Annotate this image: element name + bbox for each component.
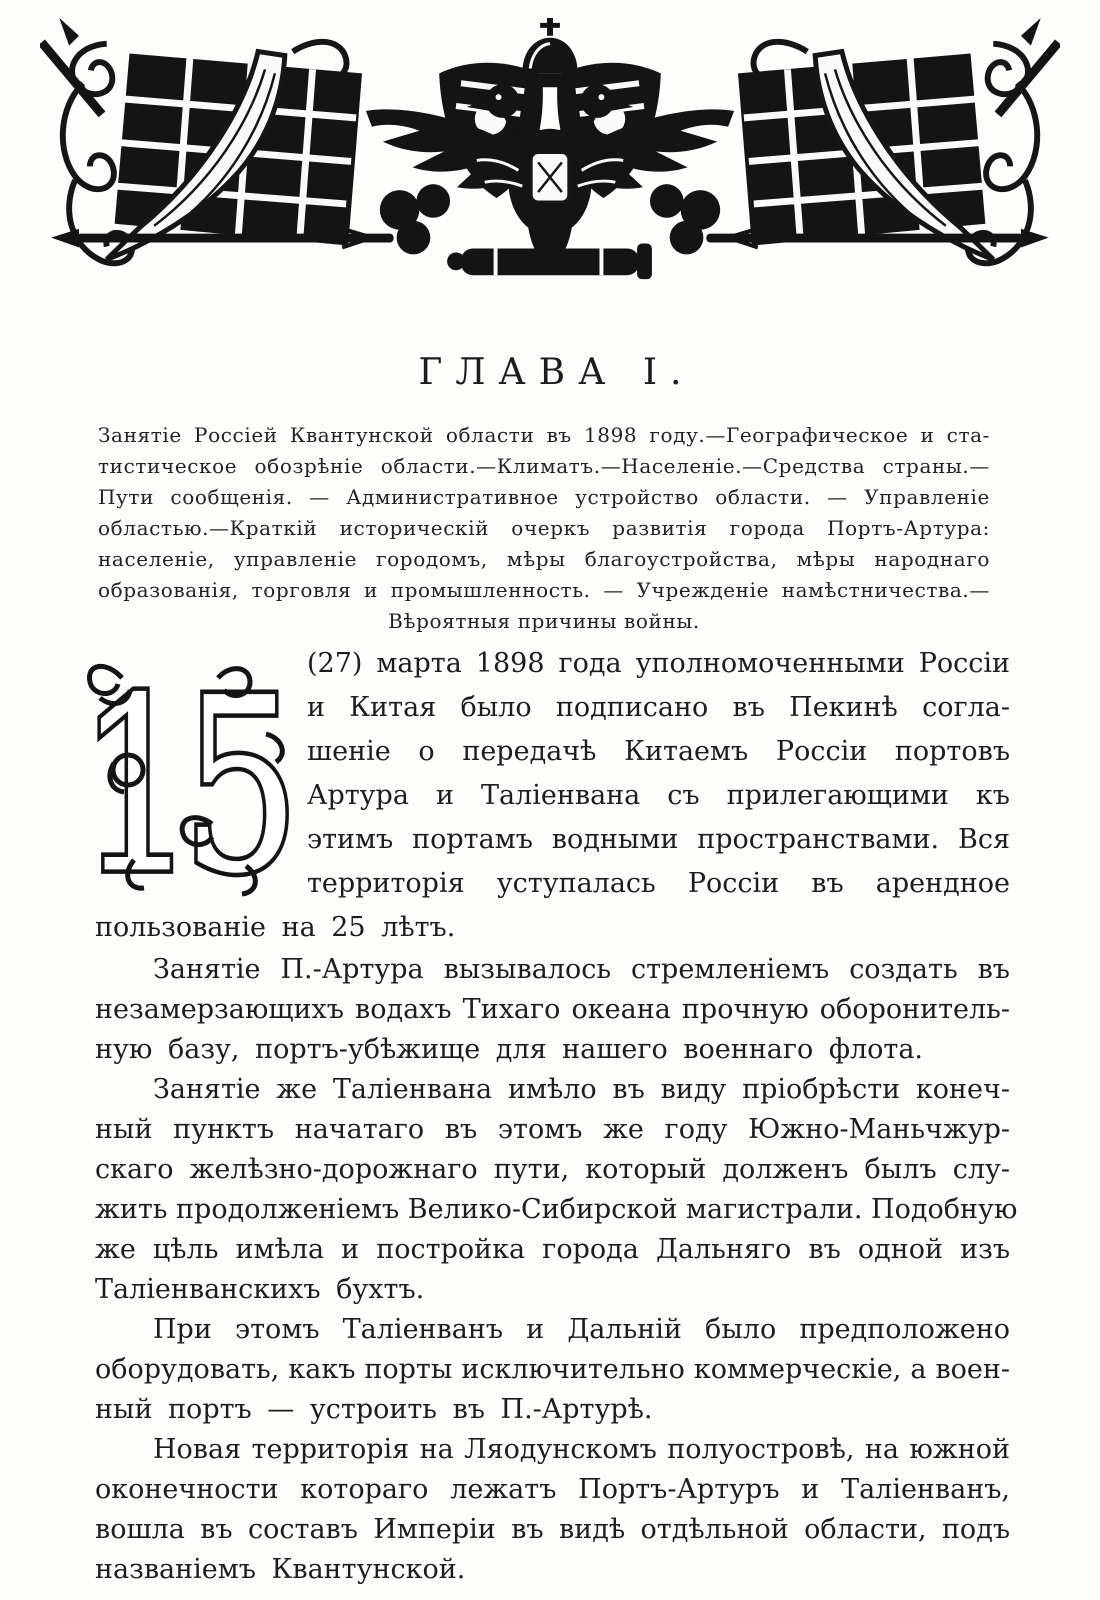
- text-line: тистическое обозрѣніе области.—Климатъ.—Населеніе.—Средства страны.—: [98, 454, 990, 478]
- text-line: оборудовать, какъ порты исключительно коммерческіе, а воен-: [95, 1354, 1010, 1385]
- text-line: территорія уступалась Россіи въ арендное: [307, 868, 1010, 899]
- chapter-summary: [98, 420, 990, 637]
- text-line: вошла въ составъ Имперіи въ видѣ отдѣльной области, подъ: [95, 1514, 1010, 1545]
- text-line: При этомъ Таліенванъ и Дальній было предположено: [153, 1314, 1010, 1345]
- text-line: населеніе, управленіе городомъ, мѣры благоустройства, мѣры народнаго: [98, 547, 990, 571]
- header-engraving: [40, 12, 1060, 294]
- text-line: ную базу, портъ-убѣжище для нашего военнаго флота.: [95, 1034, 924, 1065]
- paragraph-3: [95, 1070, 1018, 1310]
- text-line: же цѣль имѣла и постройка города Дальняго въ одной изъ: [95, 1234, 1010, 1265]
- text-line: Занятіе Россіей Квантунской области въ 1898 году.—Географическое и ста-: [98, 423, 990, 447]
- paragraph-5: [95, 1430, 1010, 1590]
- ornamental-numeral-15-icon: [70, 638, 295, 906]
- text-line: скаго желѣзно-дорожнаго пути, который долженъ былъ слу-: [95, 1154, 1010, 1185]
- text-line: названіемъ Квантунской.: [95, 1554, 466, 1585]
- cannon-icon: [447, 244, 652, 280]
- text-line: областью.—Краткій историческій очеркъ развитія города Портъ-Артура:: [98, 516, 990, 540]
- text-line: Новая территорія на Ляодунскомъ полуостровѣ, на южной: [153, 1434, 1010, 1465]
- text-line: Артура и Таліенвана съ прилегающими къ: [307, 780, 1010, 811]
- text-line: оконечности котораго лежатъ Портъ-Артуръ и Таліенванъ,: [95, 1474, 1010, 1505]
- imperial-crown-icon: [514, 18, 585, 87]
- text-line: Вѣроятныя причины войны.: [388, 609, 700, 633]
- text-line: пользованіе на 25 лѣтъ.: [95, 912, 456, 943]
- text-line: Таліенванскихъ бухтъ.: [95, 1274, 425, 1305]
- chest-shield-icon: [531, 153, 569, 202]
- text-line: ный портъ — устроить въ П.-Артурѣ.: [95, 1394, 653, 1425]
- text-line: образованія, торговля и промышленность. — Учрежденіе намѣстничества.—: [98, 578, 990, 602]
- text-line: шеніе о передачѣ Китаемъ Россіи портовъ: [307, 736, 1010, 767]
- text-line: и Китая было подписано въ Пекинѣ согла-: [307, 692, 1010, 723]
- text-line: Пути сообщенія. — Административное устройство области. — Управленіе: [98, 485, 990, 509]
- text-line: Занятіе П.-Артура вызывалось стремленіемъ создать въ: [153, 954, 1010, 985]
- text-line: (27) марта 1898 года уполномоченными Россіи: [307, 648, 1010, 679]
- body-text: [78, 642, 1018, 1590]
- drop-cap-15: [70, 638, 295, 906]
- text-line: Занятіе же Таліенвана имѣло въ виду пріобрѣсти конеч-: [153, 1074, 1010, 1105]
- text-line: незамерзающихъ водахъ Тихаго океана прочную оборонитель-: [95, 994, 1010, 1025]
- paragraph-4: [95, 1310, 1010, 1430]
- text-line: жить продолженіемъ Велико-Сибирской магистрали. Подобную: [95, 1194, 1018, 1225]
- chapter-title: ГЛАВА I.: [418, 352, 695, 393]
- text-line: этимъ портамъ водными пространствами. Вся: [307, 824, 1010, 855]
- paragraph-2: [95, 950, 1010, 1070]
- paragraph-1: [78, 642, 1010, 950]
- imperial-eagle-trophy-illustration: [40, 12, 1060, 294]
- svg-text:15: 15: [78, 646, 286, 906]
- text-line: ный пунктъ начатаго въ этомъ же году Южно-Маньчжур-: [95, 1114, 1010, 1145]
